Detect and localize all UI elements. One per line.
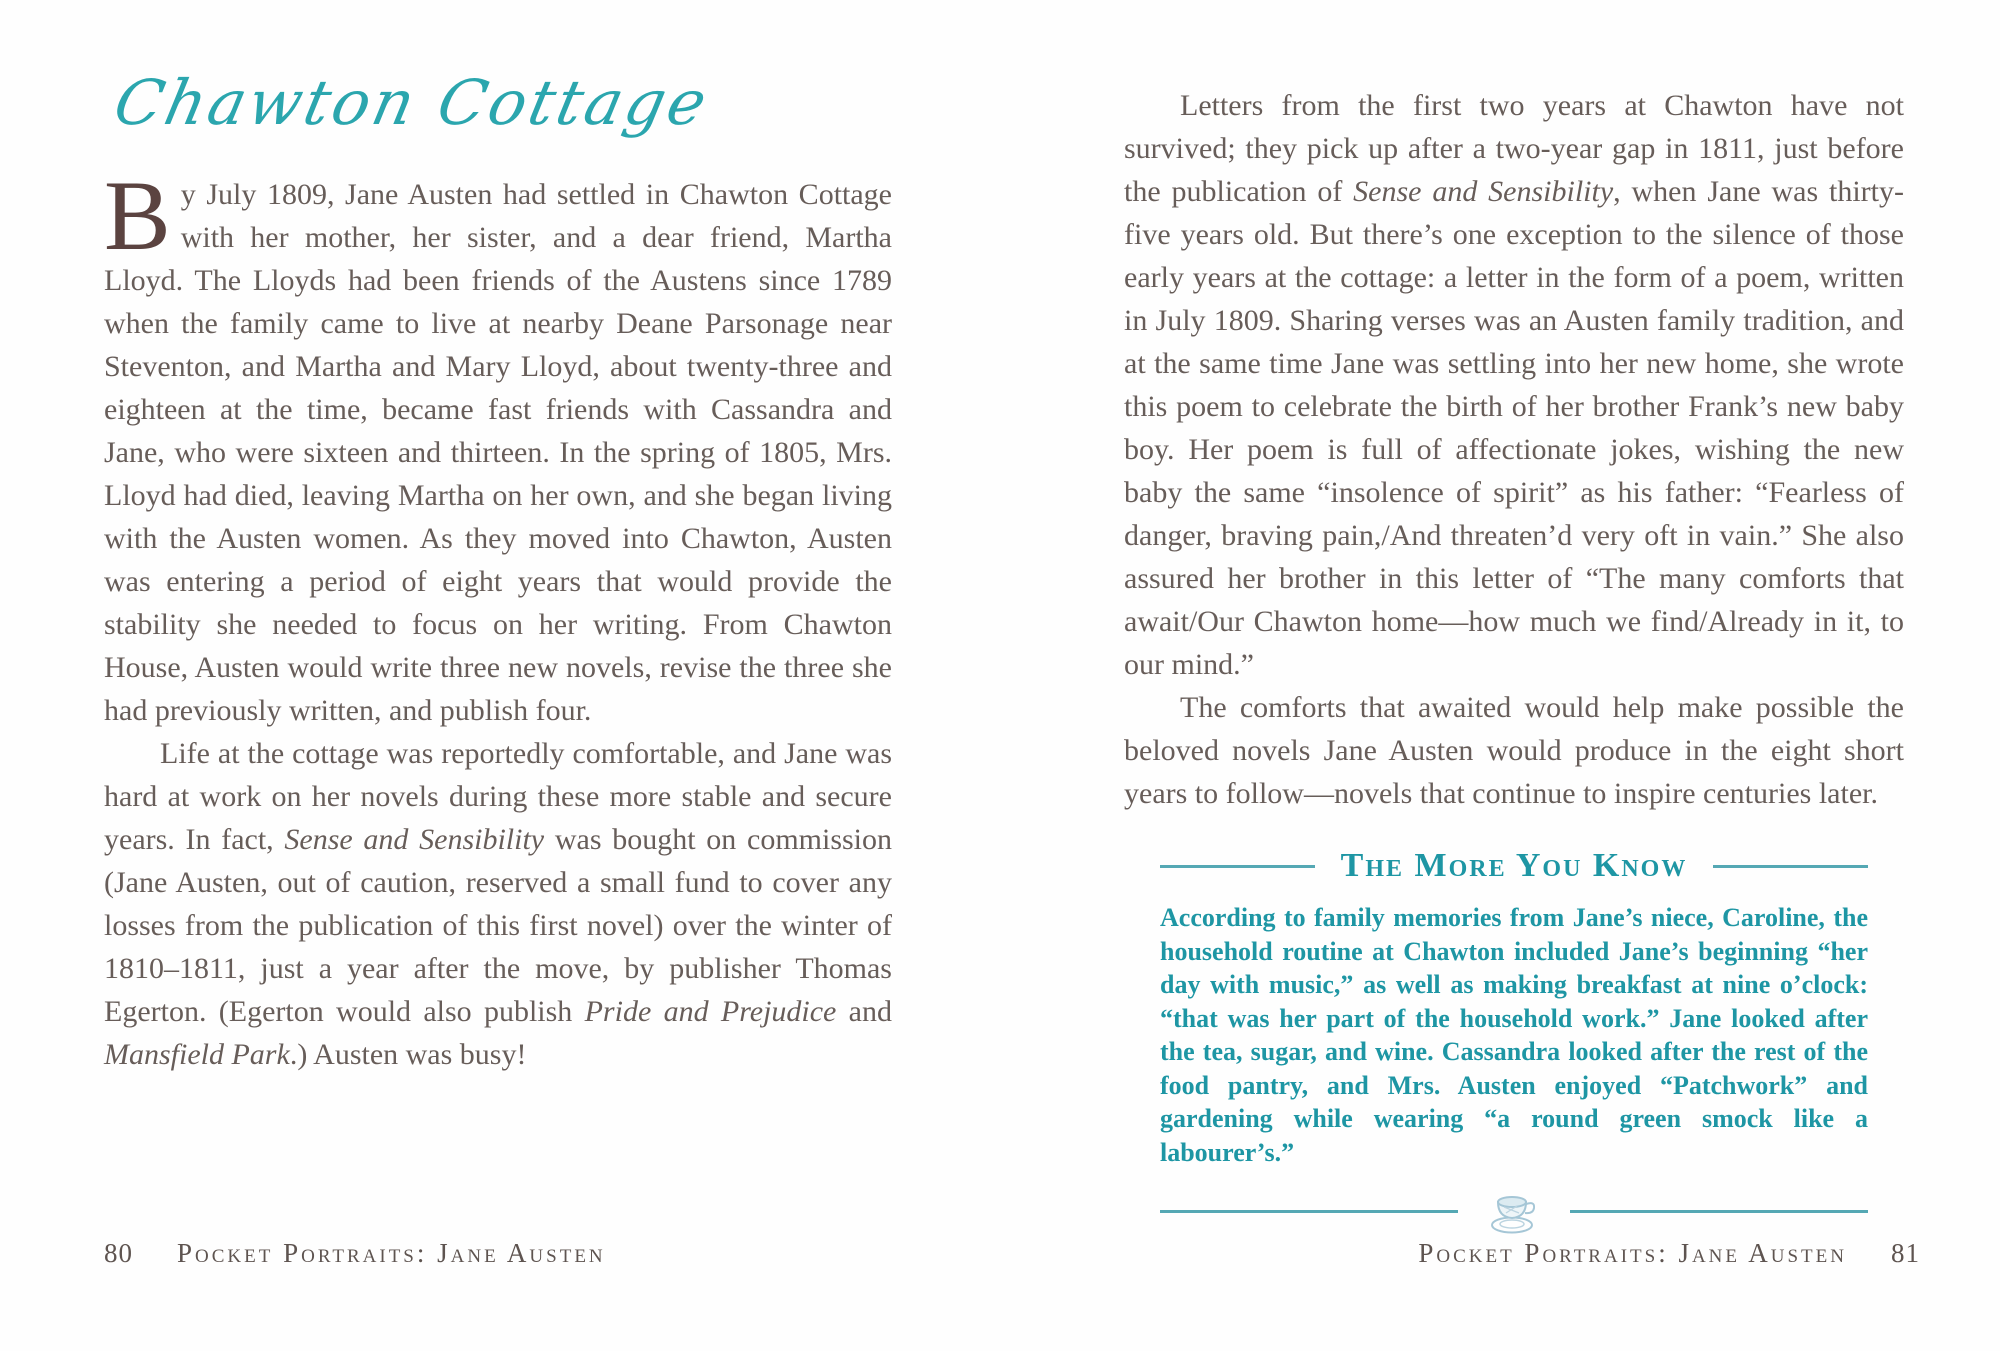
sidebar-heading: The More You Know bbox=[1340, 847, 1688, 884]
paragraph: The comforts that awaited would help make possible the beloved novels Jane Austen would produce in the eight short years to follow—novels that continue to inspire centuries later. bbox=[1124, 691, 1904, 810]
paragraph bbox=[104, 160, 892, 732]
chapter-title: Chawton Cottage bbox=[108, 66, 716, 139]
left-page-body bbox=[104, 160, 893, 1076]
page-number: 80 bbox=[104, 1238, 133, 1268]
divider-rule bbox=[1160, 1210, 1458, 1213]
right-footer bbox=[1418, 1238, 1920, 1269]
right-page-body bbox=[1124, 84, 1904, 815]
divider-rule bbox=[1570, 1210, 1868, 1213]
sidebar-divider bbox=[1124, 1187, 1904, 1235]
drop-cap: B bbox=[104, 160, 171, 271]
page-number: 81 bbox=[1891, 1238, 1920, 1268]
divider-rule bbox=[1713, 865, 1868, 868]
left-page bbox=[104, 66, 892, 1076]
more-you-know-sidebar bbox=[1124, 847, 1904, 1235]
sidebar-heading-row bbox=[1124, 847, 1904, 885]
running-title: Pocket Portraits: Jane Austen bbox=[1418, 1238, 1847, 1268]
paragraph-text: y July 1809, Jane Austen had settled in Chawton Cottage with her mother, her sister, and a dear friend, Martha Lloyd. The Lloyds had been friends of the Austens since 1789 when the family came to live at nearby Deane Parsonage near Steventon, and Martha and Mary Lloyd, about twenty-three and eighteen at the time, became fast friends with Cassandra and Jane, who were sixteen and thirteen. In the spring of 1805, Mrs. Lloyd had died, leaving Martha on her own, and she began living with the Austen women. As they moved into Chawton, Austen was entering a period of eight years that would provide the stability she needed to focus on her writing. From Chawton House, Austen would write three new novels, revise the three she had previously written, and publish four. bbox=[104, 178, 892, 727]
left-footer bbox=[104, 1238, 606, 1269]
paragraph: Letters from the first two years at Chawton have not survived; they pick up after a two-year gap in 1811, just before the publication of Sense and Sensibility, when Jane was thirty-five years old. But there’s one exception to the silence of those early years at the cottage: a letter in the form of a poem, written in July 1809. Sharing verses was an Austen family tradition, and at the same time Jane was settling into her new home, she wrote this poem to celebrate the birth of her brother Frank’s new baby boy. Her poem is full of affectionate jokes, wishing the new baby the same “insolence of spirit” as his father: “Fearless of danger, braving pain,/And threaten’d very oft in vain.” She also assured her brother in this letter of “The many comforts that await/Our Chawton home—how much we find/Already in it, to our mind.” bbox=[1124, 89, 1904, 681]
right-page bbox=[1124, 84, 1904, 1235]
running-title: Pocket Portraits: Jane Austen bbox=[177, 1238, 606, 1268]
paragraph: Life at the cottage was reportedly comfortable, and Jane was hard at work on her novels during these more stable and secure years. In fact, Sense and Sensibility was bought on commission (Jane Austen, out of caution, reserved a small fund to cover any losses from the publication of this first novel) over the winter of 1810–1811, just a year after the move, by publisher Thomas Egerton. (Egerton would also publish Pride and Prejudice and Mansfield Park.) Austen was busy! bbox=[104, 737, 893, 1071]
teacup-icon bbox=[1486, 1187, 1542, 1235]
divider-rule bbox=[1160, 865, 1315, 868]
sidebar-text: According to family memories from Jane’s niece, Caroline, the household routine at Chawton included Jane’s beginning “her day with music,” as well as making breakfast at nine o’clock: “that was her part of the household work.” Jane looked after the tea, sugar, and wine. Cassandra looked after the rest of the food pantry, and Mrs. Austen enjoyed “Patchwork” and gardening while wearing “a round green smock like a labourer’s.” bbox=[1160, 903, 1868, 1167]
